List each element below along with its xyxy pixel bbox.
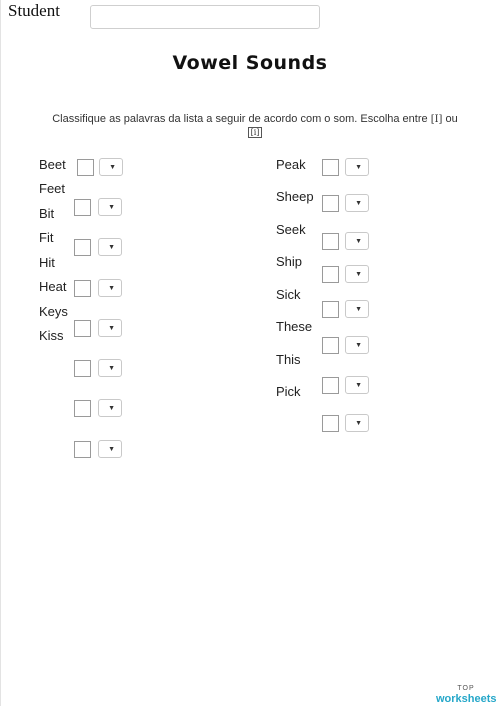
sound-dropdown[interactable] bbox=[98, 319, 122, 337]
logo-top-text: TOP bbox=[457, 685, 475, 692]
answer-box[interactable] bbox=[322, 415, 339, 432]
sound-dropdown[interactable] bbox=[98, 279, 122, 297]
symbol-long-i: [i] bbox=[248, 127, 263, 138]
sound-dropdown[interactable] bbox=[99, 158, 123, 176]
answer-box[interactable] bbox=[322, 233, 339, 250]
chevron-down-icon: ▼ bbox=[108, 204, 115, 211]
chevron-down-icon: ▼ bbox=[108, 405, 115, 412]
sound-dropdown[interactable] bbox=[345, 265, 369, 283]
sound-dropdown[interactable] bbox=[98, 399, 122, 417]
sound-dropdown[interactable] bbox=[345, 194, 369, 212]
answer-box[interactable] bbox=[74, 360, 91, 377]
chevron-down-icon: ▼ bbox=[355, 306, 362, 313]
word-feet: Feet bbox=[39, 181, 66, 196]
word-peak: Peak bbox=[276, 157, 306, 172]
answer-box[interactable] bbox=[74, 441, 91, 458]
answer-box[interactable] bbox=[322, 337, 339, 354]
topworksheets-logo bbox=[436, 685, 496, 705]
sound-dropdown[interactable] bbox=[98, 238, 122, 256]
sound-dropdown[interactable] bbox=[98, 198, 122, 216]
word-this: This bbox=[276, 352, 301, 367]
answer-box[interactable] bbox=[74, 280, 91, 297]
sound-dropdown[interactable] bbox=[345, 336, 369, 354]
instructions bbox=[40, 113, 470, 138]
answer-box[interactable] bbox=[74, 320, 91, 337]
word-sheep: Sheep bbox=[276, 189, 314, 204]
word-hit: Hit bbox=[39, 255, 55, 270]
sound-dropdown[interactable] bbox=[345, 158, 369, 176]
answer-box[interactable] bbox=[322, 266, 339, 283]
chevron-down-icon: ▼ bbox=[108, 446, 115, 453]
chevron-down-icon: ▼ bbox=[108, 325, 115, 332]
student-name-input[interactable] bbox=[90, 5, 320, 29]
sound-dropdown[interactable] bbox=[345, 232, 369, 250]
chevron-down-icon: ▼ bbox=[355, 164, 362, 171]
chevron-down-icon: ▼ bbox=[355, 382, 362, 389]
answer-box[interactable] bbox=[77, 159, 94, 176]
word-pick: Pick bbox=[276, 384, 301, 399]
chevron-down-icon: ▼ bbox=[108, 285, 115, 292]
sound-dropdown[interactable] bbox=[345, 300, 369, 318]
logo-worksheets-text: worksheets bbox=[436, 693, 497, 705]
word-kiss: Kiss bbox=[39, 328, 64, 343]
sound-dropdown[interactable] bbox=[345, 414, 369, 432]
word-these: These bbox=[276, 319, 313, 334]
instructions-text: Classifique as palavras da lista a seguir de acordo com o som. Escolha entre bbox=[52, 113, 428, 125]
chevron-down-icon: ▼ bbox=[355, 238, 362, 245]
chevron-down-icon: ▼ bbox=[355, 342, 362, 349]
sound-dropdown[interactable] bbox=[98, 359, 122, 377]
chevron-down-icon: ▼ bbox=[109, 164, 116, 171]
answer-box[interactable] bbox=[322, 301, 339, 318]
answer-box[interactable] bbox=[322, 159, 339, 176]
chevron-down-icon: ▼ bbox=[355, 420, 362, 427]
word-fit: Fit bbox=[39, 230, 54, 245]
word-keys: Keys bbox=[39, 304, 68, 319]
answer-box[interactable] bbox=[74, 199, 91, 216]
sound-dropdown[interactable] bbox=[98, 440, 122, 458]
word-beet: Beet bbox=[39, 157, 66, 172]
word-heat: Heat bbox=[39, 279, 67, 294]
answer-box[interactable] bbox=[322, 377, 339, 394]
page-title: Vowel Sounds bbox=[172, 52, 328, 74]
word-sick: Sick bbox=[276, 287, 301, 302]
chevron-down-icon: ▼ bbox=[355, 200, 362, 207]
chevron-down-icon: ▼ bbox=[108, 365, 115, 372]
word-bit: Bit bbox=[39, 206, 55, 221]
answer-box[interactable] bbox=[74, 239, 91, 256]
instructions-or: ou bbox=[445, 113, 458, 125]
symbol-short-i: [I] bbox=[430, 114, 443, 125]
word-ship: Ship bbox=[276, 254, 303, 269]
student-label: Student bbox=[8, 1, 60, 20]
chevron-down-icon: ▼ bbox=[355, 271, 362, 278]
answer-box[interactable] bbox=[74, 400, 91, 417]
word-seek: Seek bbox=[276, 222, 306, 237]
answer-box[interactable] bbox=[322, 195, 339, 212]
sound-dropdown[interactable] bbox=[345, 376, 369, 394]
chevron-down-icon: ▼ bbox=[108, 244, 115, 251]
